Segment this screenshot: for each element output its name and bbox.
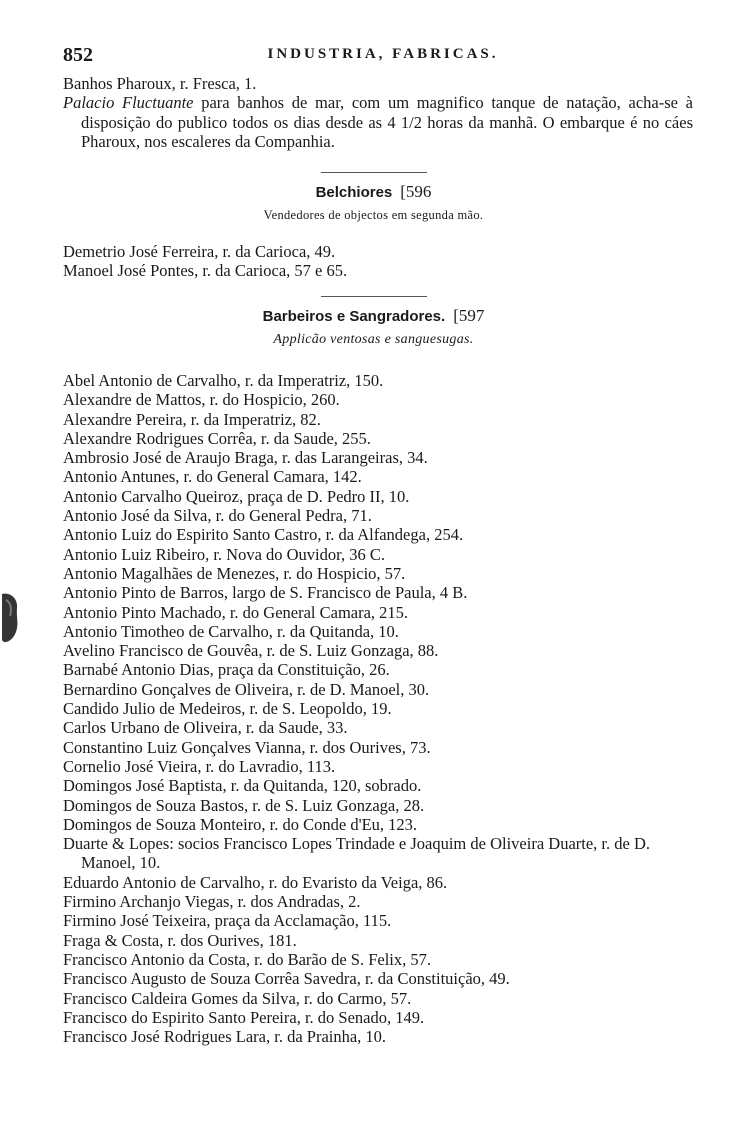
section-divider [321,296,427,297]
list-item: Domingos de Souza Bastos, r. de S. Luiz Gonzaga, 28. [63,795,425,815]
section-barbeiros [0,296,747,348]
list-item: Antonio Luiz do Espirito Santo Castro, r. da Alfandega, 254. [63,525,464,545]
intro-paragraph [63,93,693,151]
list-item: Domingos de Souza Monteiro, r. do Conde d'Eu, 123. [63,814,418,834]
list-item: Alexandre Rodrigues Corrêa, r. da Saude, 255. [63,428,371,448]
section-subtitle: Vendedores de objectos em segunda mão. [263,208,484,222]
list-item: Antonio Luiz Ribeiro, r. Nova do Ouvidor, 36 C. [63,544,385,564]
section-number: [597 [453,306,485,325]
list-item: Firmino José Teixeira, praça da Acclamação, 115. [63,911,392,931]
section-title-text: Barbeiros e Sangradores. [262,308,446,325]
list-item: Demetrio José Ferreira, r. da Carioca, 49. [63,242,336,261]
intro-italic-name: Palacio Fluctuante [63,93,194,113]
list-item: Antonio Antunes, r. do General Camara, 142. [63,467,362,487]
section-belchiores-entries [63,242,703,281]
list-item: Constantino Luiz Gonçalves Vianna, r. dos Ourives, 73. [63,737,431,757]
ink-smudge-mark [0,590,22,646]
page-number: 852 [63,44,93,66]
list-item: Firmino Archanjo Viegas, r. dos Andradas, 2. [63,892,361,912]
list-item: Antonio Pinto Machado, r. do General Camara, 215. [63,602,409,622]
list-item: Barnabé Antonio Dias, praça da Constituição, 26. [63,660,390,680]
list-item: Bernardino Gonçalves de Oliveira, r. de D. Manoel, 30. [63,679,430,699]
list-item: Domingos José Baptista, r. da Quitanda, 120, sobrado. [63,776,422,796]
intro-line: Banhos Pharoux, r. Fresca, 1. [63,74,257,93]
list-item: Francisco do Espirito Santo Pereira, r. do Senado, 149. [63,1007,425,1027]
list-item: Cornelio José Vieira, r. do Lavradio, 113. [63,756,336,776]
list-item: Ambrosio José de Araujo Braga, r. das Larangeiras, 34. [63,448,428,468]
list-item: Francisco Caldeira Gomes da Silva, r. do Carmo, 57. [63,988,412,1008]
intro-block [63,74,693,151]
list-item: Antonio Carvalho Queiroz, praça de D. Pedro II, 10. [63,486,410,506]
list-item: Alexandre Pereira, r. da Imperatriz, 82. [63,409,321,429]
list-item: Antonio Pinto de Barros, largo de S. Francisco de Paula, 4 B. [63,583,468,603]
list-item: Duarte & Lopes: socios Francisco Lopes Trindade e Joaquim de Oliveira Duarte, r. de D. Manoel, 10. [63,834,650,873]
intro-paragraph-text: para banhos de mar, com um magnifico tanque de natação, acha-se à disposição do publico todos os dias desde as 4 1/2 horas da manhã. O embarque é no cáes Pharoux, nos escaleres da Companhia. [81,93,693,151]
list-item: Alexandre de Mattos, r. do Hospicio, 260. [63,390,340,410]
section-divider [321,172,427,173]
section-number: [596 [400,182,432,201]
section-title [0,182,747,202]
list-item: Abel Antonio de Carvalho, r. da Imperatriz, 150. [63,371,384,390]
section-subtitle: Applicão ventosas e sanguesugas. [273,332,474,347]
list-item: Antonio Magalhães de Menezes, r. do Hospicio, 57. [63,563,406,583]
list-item: Eduardo Antonio de Carvalho, r. do Evaristo da Veiga, 86. [63,872,448,892]
list-item: Avelino Francisco de Gouvêa, r. de S. Luiz Gonzaga, 88. [63,641,439,661]
list-item: Antonio Timotheo de Carvalho, r. da Quitanda, 10. [63,621,399,641]
section-title [0,306,747,326]
list-item: Francisco Augusto de Souza Corrêa Savedra, r. da Constituição, 49. [63,969,510,989]
section-barbeiros-entries [63,371,703,1046]
list-item: Candido Julio de Medeiros, r. de S. Leopoldo, 19. [63,699,392,719]
list-item: Manoel José Pontes, r. da Carioca, 57 e 65. [63,261,348,281]
section-title-text: Belchiores [315,184,393,201]
running-title: INDUSTRIA, FABRICAS. [267,46,499,62]
list-item: Carlos Urbano de Oliveira, r. da Saude, 33. [63,718,348,738]
section-belchiores [0,172,747,223]
list-item: Fraga & Costa, r. dos Ourives, 181. [63,930,297,950]
page-header [63,44,703,66]
list-item: Antonio José da Silva, r. do General Pedra, 71. [63,506,372,526]
list-item: Francisco Antonio da Costa, r. do Barão de S. Felix, 57. [63,949,432,969]
list-item: Francisco José Rodrigues Lara, r. da Prainha, 10. [63,1027,387,1047]
